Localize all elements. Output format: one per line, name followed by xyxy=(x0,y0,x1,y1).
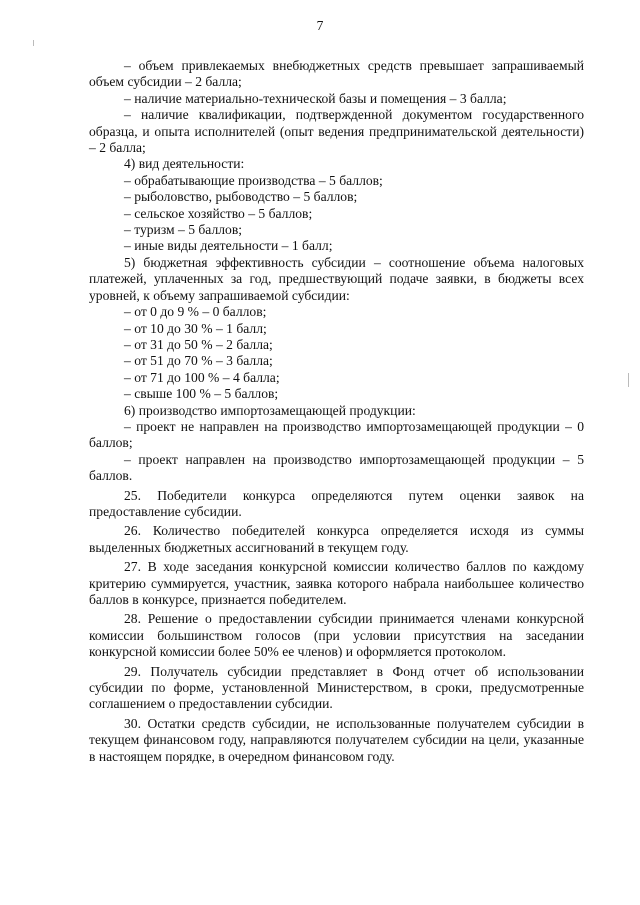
page-number: 7 xyxy=(316,18,324,33)
paragraph: – наличие материально-технической базы и помещения – 3 балла; xyxy=(124,90,507,106)
list-item: – свыше 100 % – 5 баллов; xyxy=(124,386,279,402)
list-item: – проект не направлен на производство импортозамещающей продукции – 0 баллов; xyxy=(89,418,584,451)
list-item: – от 0 до 9 % – 0 баллов; xyxy=(124,304,267,320)
paragraph: 6) производство импортозамещающей продукции: xyxy=(124,402,416,418)
clause-28: 28. Решение о предоставлении субсидии принимается членами конкурсной комиссии большинством голосов (при условии присутствия на заседании конкурсной комиссии более 50% ее членов) и оформляется протоколом. xyxy=(89,611,584,660)
paragraph: – наличие квалификации, подтвержденной документом государственного образца, и опыта исполнителей (опыт ведения предпринимательской деятельности) – 2 балла; xyxy=(89,107,584,156)
list-item: – сельское хозяйство – 5 баллов; xyxy=(124,205,313,221)
left-margin-mark xyxy=(33,40,34,46)
list-item: – иные виды деятельности – 1 балл; xyxy=(124,238,333,254)
list-item: – туризм – 5 баллов; xyxy=(124,222,243,238)
clause-29: 29. Получатель субсидии представляет в Фонд отчет об использовании субсидии по форме, установленной Министерством, в сроки, предусмотренные соглашением о предоставлении субсидии. xyxy=(89,663,584,712)
paragraph: – объем привлекаемых внебюджетных средств превышает запрашиваемый объем субсидии – 2 балла; xyxy=(89,58,584,90)
clause-26: 26. Количество победителей конкурса определяется исходя из суммы выделенных бюджетных ассигнований в текущем году. xyxy=(89,523,584,555)
clause-30: 30. Остатки средств субсидии, не использованные получателем субсидии в текущем финансовом году, направляются получателем субсидии на цели, указанные в настоящем порядке, в очередном финансовом году. xyxy=(89,715,584,764)
paragraph: 4) вид деятельности: xyxy=(124,156,245,172)
clause-27: 27. В ходе заседания конкурсной комиссии количество баллов по каждому критерию суммируется, участник, заявка которого набрала наибольшее количество баллов в конкурсе, признается победителем. xyxy=(89,559,584,607)
document-body xyxy=(89,58,584,765)
list-item: – проект направлен на производство импортозамещающей продукции – 5 баллов. xyxy=(89,451,584,484)
list-item: – от 51 до 70 % – 3 балла; xyxy=(124,353,273,369)
list-item: – от 10 до 30 % – 1 балл; xyxy=(124,320,267,336)
clause-25: 25. Победители конкурса определяются путем оценки заявок на предоставление субсидии. xyxy=(89,487,584,519)
list-item: – от 31 до 50 % – 2 балла; xyxy=(124,336,273,352)
list-item: – от 71 до 100 % – 4 балла; xyxy=(124,369,280,385)
list-item: – рыболовство, рыбоводство – 5 баллов; xyxy=(124,189,358,205)
paragraph: 5) бюджетная эффективность субсидии – соотношение объема налоговых платежей, уплаченных за год, предшествующий подаче заявки, в бюджеты всех уровней, к объему запрашиваемой субсидии: xyxy=(89,254,584,303)
list-item: – обрабатывающие производства – 5 баллов; xyxy=(124,172,383,188)
right-margin-mark xyxy=(628,373,629,387)
